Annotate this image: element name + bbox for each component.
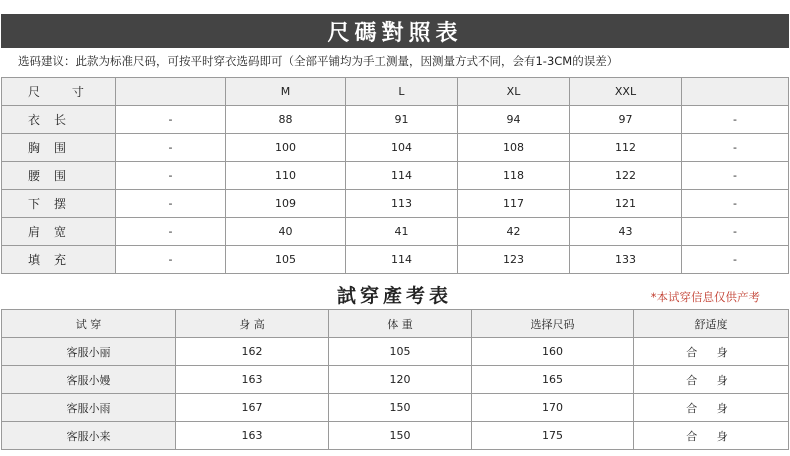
trial-person: 客服小丽 — [2, 338, 176, 366]
measurement-value: 42 — [458, 218, 570, 246]
trial-value: 170 — [472, 394, 634, 422]
trial-section-header — [1, 278, 788, 309]
size-row — [2, 246, 789, 274]
measurement-value: 97 — [570, 106, 682, 134]
size-header-row — [2, 78, 789, 106]
trial-value: 150 — [329, 422, 472, 450]
trial-table — [1, 309, 789, 450]
measurement-value: 114 — [346, 246, 458, 274]
measurement-value: 122 — [570, 162, 682, 190]
measurement-value: 113 — [346, 190, 458, 218]
trial-value: 合 身 — [634, 338, 789, 366]
trial-value: 163 — [176, 422, 329, 450]
trial-value: 165 — [472, 366, 634, 394]
measurement-label: 衣长 — [2, 106, 116, 134]
trial-value: 150 — [329, 394, 472, 422]
measurement-value: - — [682, 162, 789, 190]
measurement-value: 91 — [346, 106, 458, 134]
size-header-cell — [682, 78, 789, 106]
measurement-label: 胸围 — [2, 134, 116, 162]
measurement-value: - — [682, 218, 789, 246]
trial-value: 167 — [176, 394, 329, 422]
size-chart-title: 尺碼對照表 — [327, 20, 463, 46]
size-header-cell: XL — [458, 78, 570, 106]
size-header-cell: L — [346, 78, 458, 106]
measurement-value: - — [682, 106, 789, 134]
measurement-value: 121 — [570, 190, 682, 218]
measurement-value: - — [116, 190, 226, 218]
measurement-value: 114 — [346, 162, 458, 190]
measurement-value: - — [682, 134, 789, 162]
measurement-value: 110 — [226, 162, 346, 190]
trial-header-row — [2, 310, 789, 338]
measurement-value: - — [682, 246, 789, 274]
measurement-value: 112 — [570, 134, 682, 162]
size-header-corner: 尺 寸 — [2, 78, 116, 106]
measurement-value: 40 — [226, 218, 346, 246]
trial-value: 合 身 — [634, 422, 789, 450]
measurement-label: 填充 — [2, 246, 116, 274]
size-header-cell — [116, 78, 226, 106]
measurement-label: 肩宽 — [2, 218, 116, 246]
trial-header-cell: 选择尺码 — [472, 310, 634, 338]
trial-header-cell: 身 高 — [176, 310, 329, 338]
trial-value: 105 — [329, 338, 472, 366]
measurement-value: - — [116, 106, 226, 134]
measurement-value: 105 — [226, 246, 346, 274]
trial-value: 163 — [176, 366, 329, 394]
trial-value: 162 — [176, 338, 329, 366]
measurement-value: 109 — [226, 190, 346, 218]
size-row — [2, 218, 789, 246]
measurement-value: 108 — [458, 134, 570, 162]
trial-value: 合 身 — [634, 366, 789, 394]
trial-person: 客服小雨 — [2, 394, 176, 422]
measurement-value: 104 — [346, 134, 458, 162]
measurement-label: 下摆 — [2, 190, 116, 218]
trial-value: 合 身 — [634, 394, 789, 422]
measurement-value: - — [682, 190, 789, 218]
trial-header-cell: 试 穿 — [2, 310, 176, 338]
trial-row — [2, 338, 789, 366]
trial-person: 客服小来 — [2, 422, 176, 450]
trial-person: 客服小嫚 — [2, 366, 176, 394]
trial-title: 試穿產考表 — [336, 285, 452, 307]
measurement-value: 133 — [570, 246, 682, 274]
measurement-value: - — [116, 162, 226, 190]
measurement-value: 123 — [458, 246, 570, 274]
size-row — [2, 162, 789, 190]
trial-value: 175 — [472, 422, 634, 450]
trial-header-cell: 舒适度 — [634, 310, 789, 338]
trial-row — [2, 366, 789, 394]
trial-row — [2, 422, 789, 450]
measurement-value: 88 — [226, 106, 346, 134]
size-row — [2, 190, 789, 218]
size-chart-banner — [1, 14, 789, 48]
size-header-cell: XXL — [570, 78, 682, 106]
trial-row — [2, 394, 789, 422]
trial-value: 120 — [329, 366, 472, 394]
measurement-label: 腰围 — [2, 162, 116, 190]
trial-header-cell: 体 重 — [329, 310, 472, 338]
measurement-value: - — [116, 134, 226, 162]
size-advice-note: 选码建议：此款为标准尺码，可按平时穿衣选码即可（全部平铺均为手工测量，因测量方式不同，会有1-3CM的误差） — [18, 54, 619, 68]
trial-value: 160 — [472, 338, 634, 366]
size-row — [2, 134, 789, 162]
measurement-value: 118 — [458, 162, 570, 190]
measurement-value: 43 — [570, 218, 682, 246]
measurement-value: 41 — [346, 218, 458, 246]
size-chart-table — [1, 77, 789, 274]
measurement-value: 94 — [458, 106, 570, 134]
measurement-value: - — [116, 246, 226, 274]
measurement-value: - — [116, 218, 226, 246]
trial-disclaimer: *本试穿信息仅供产考 — [650, 290, 760, 304]
measurement-value: 100 — [226, 134, 346, 162]
size-header-cell: M — [226, 78, 346, 106]
measurement-value: 117 — [458, 190, 570, 218]
size-row — [2, 106, 789, 134]
